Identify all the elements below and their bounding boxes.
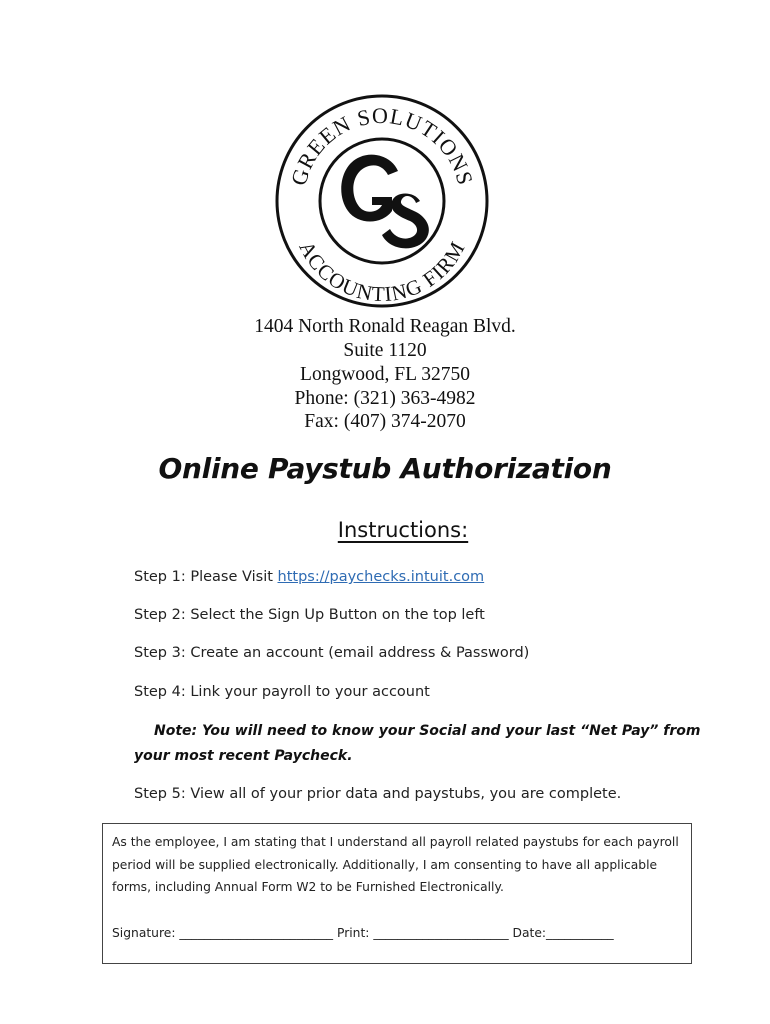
green-solutions-logo bbox=[274, 93, 490, 309]
document-title: Online Paystub Authorization bbox=[158, 452, 612, 485]
consent-line-3: forms, including Annual Form W2 to be Furnished Electronically. bbox=[112, 880, 504, 894]
svg-text:ACCOUNTING FIRM: ACCOUNTING FIRM bbox=[294, 236, 470, 307]
paychecks-link[interactable]: https://paychecks.intuit.com bbox=[277, 569, 485, 585]
step-3: Step 3: Create an account (email address & Password) bbox=[134, 645, 530, 661]
consent-line-2: period will be supplied electronically. Additionally, I am consenting to have all applicable bbox=[112, 857, 658, 872]
consent-box bbox=[102, 823, 692, 964]
step-1-text: Step 1: Please Visit bbox=[134, 569, 278, 585]
step-1 bbox=[134, 569, 484, 585]
address-phone: Phone: (321) 363-4982 bbox=[294, 388, 476, 409]
address-city: Longwood, FL 32750 bbox=[300, 364, 470, 385]
step-2: Step 2: Select the Sign Up Button on the top left bbox=[134, 607, 485, 623]
step-4: Step 4: Link your payroll to your account bbox=[134, 684, 430, 700]
address-suite: Suite 1120 bbox=[343, 340, 427, 361]
instructions-heading: Instructions: bbox=[337, 518, 469, 542]
consent-text bbox=[112, 831, 687, 899]
note-line-1: Note: You will need to know your Social and your last “Net Pay” from bbox=[154, 723, 701, 739]
svg-text:GREEN SOLUTIONS: GREEN SOLUTIONS bbox=[285, 102, 479, 189]
consent-line-1: As the employee, I am stating that I understand all payroll related paystubs for each payroll bbox=[112, 835, 679, 849]
address-street: 1404 North Ronald Reagan Blvd. bbox=[254, 316, 516, 337]
note-line-2: your most recent Paycheck. bbox=[134, 748, 353, 764]
address-fax: Fax: (407) 374-2070 bbox=[304, 411, 466, 432]
signature-line[interactable]: Signature: _________________________ Print: ______________________ Date:___________ bbox=[112, 926, 614, 940]
step-5: Step 5: View all of your prior data and paystubs, you are complete. bbox=[134, 786, 622, 802]
